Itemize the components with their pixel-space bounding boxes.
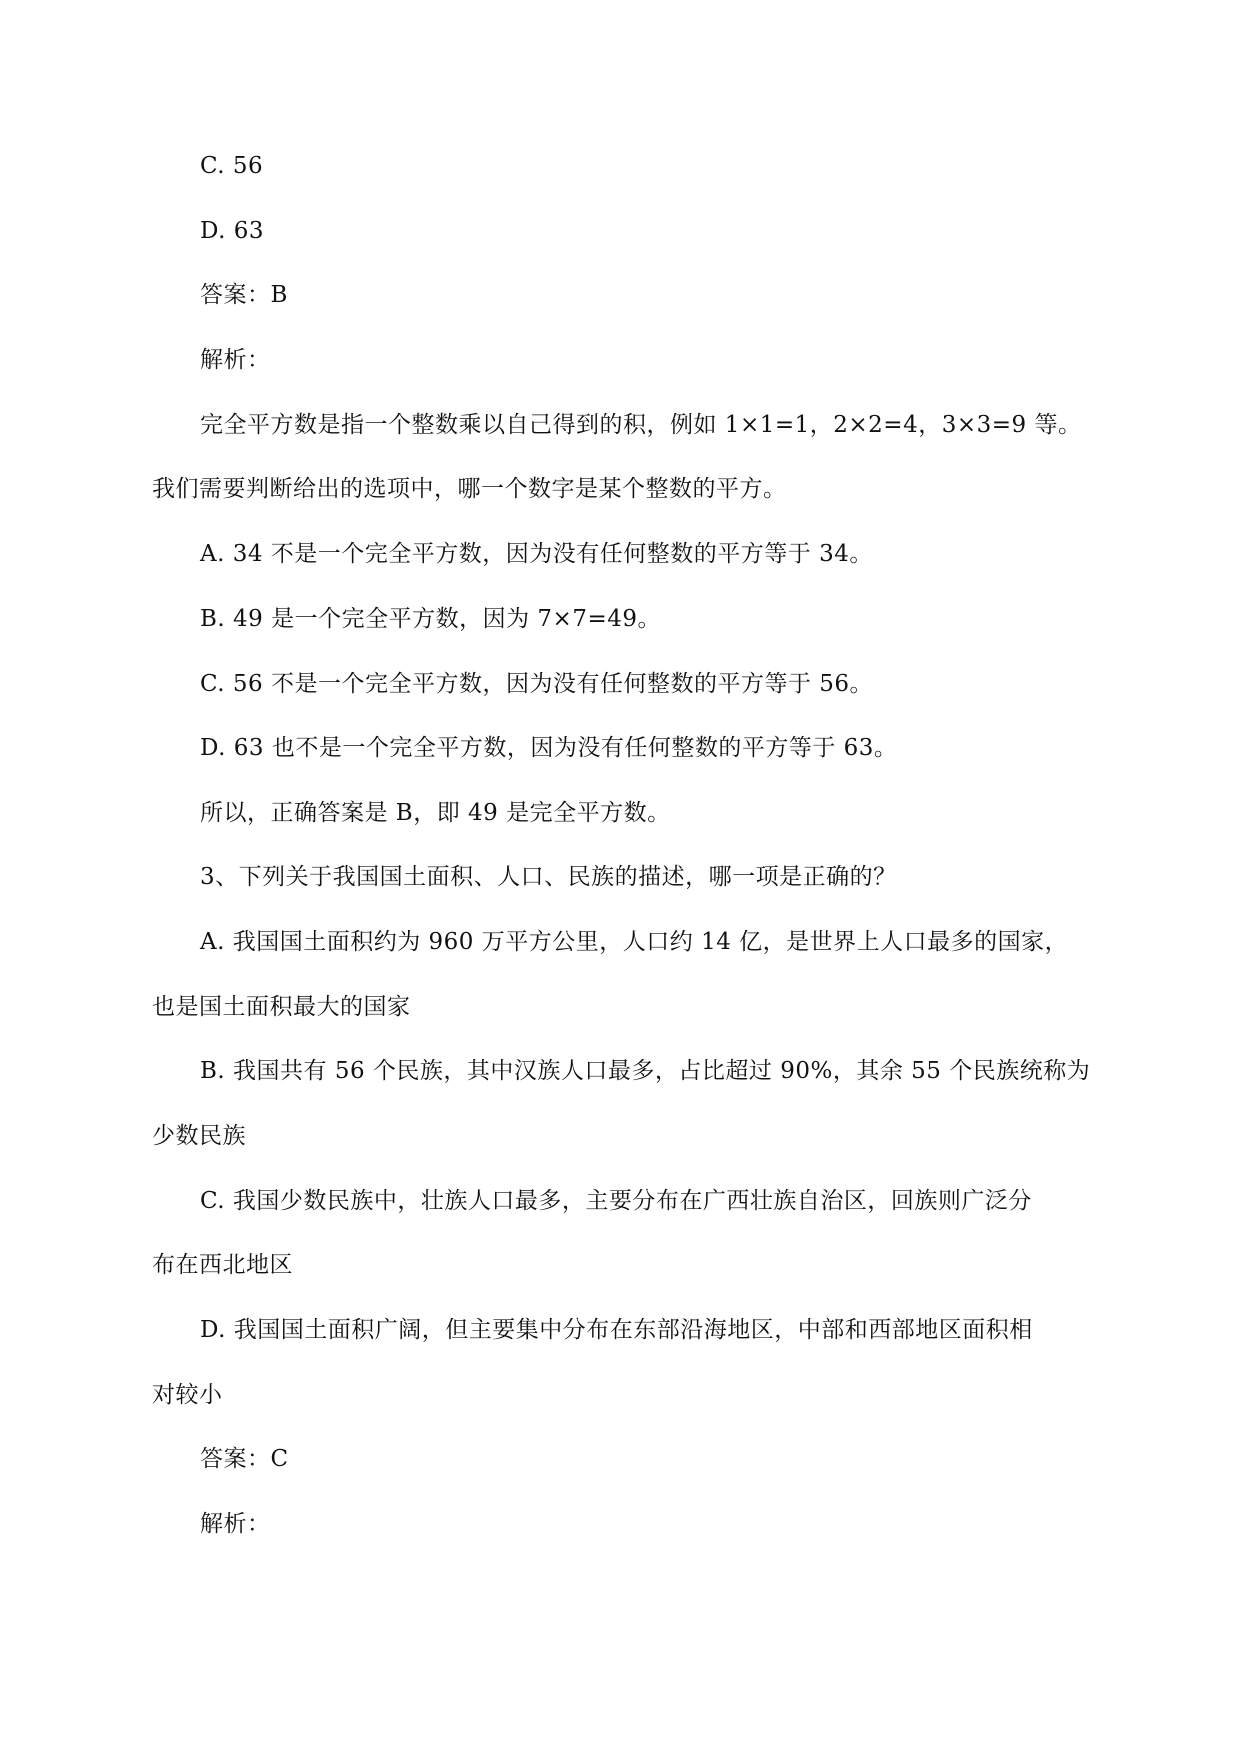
analysis-paragraph-line-1: 完全平方数是指一个整数乘以自己得到的积，例如 1×1=1，2×2=4，3×3=9 等。 bbox=[200, 412, 1082, 438]
question-3-option-c-line-1: C. 我国少数民族中，壮族人口最多，主要分布在广西壮族自治区，回族则广泛分 bbox=[200, 1188, 1032, 1214]
option-c-56: C. 56 bbox=[200, 153, 264, 179]
question-3-option-a-line-2: 也是国土面积最大的国家 bbox=[152, 994, 411, 1020]
analysis-option-d: D. 63 也不是一个完全平方数，因为没有任何整数的平方等于 63。 bbox=[200, 735, 898, 761]
analysis-option-a: A. 34 不是一个完全平方数，因为没有任何整数的平方等于 34。 bbox=[200, 541, 873, 567]
analysis-heading: 解析： bbox=[200, 347, 271, 373]
answer-line: 答案：B bbox=[200, 282, 288, 308]
question-3-option-b-line-1: B. 我国共有 56 个民族，其中汉族人口最多，占比超过 90%，其余 55 个民族统称为 bbox=[200, 1058, 1091, 1084]
question-3-option-c-line-2: 布在西北地区 bbox=[152, 1252, 293, 1278]
analysis-paragraph-line-2: 我们需要判断给出的选项中，哪一个数字是某个整数的平方。 bbox=[152, 476, 787, 502]
question-3-option-a-line-1: A. 我国国土面积约为 960 万平方公里，人口约 14 亿，是世界上人口最多的国家， bbox=[200, 929, 1069, 955]
question-3-option-d-line-2: 对较小 bbox=[152, 1382, 223, 1408]
question-3-option-d-line-1: D. 我国国土面积广阔，但主要集中分布在东部沿海地区，中部和西部地区面积相 bbox=[200, 1317, 1033, 1343]
analysis-option-b: B. 49 是一个完全平方数，因为 7×7=49。 bbox=[200, 606, 661, 632]
question-3-stem: 3、下列关于我国国土面积、人口、民族的描述，哪一项是正确的？ bbox=[200, 864, 897, 890]
question-3-analysis-heading: 解析： bbox=[200, 1511, 271, 1537]
analysis-option-c: C. 56 不是一个完全平方数，因为没有任何整数的平方等于 56。 bbox=[200, 671, 874, 697]
question-3-answer: 答案：C bbox=[200, 1446, 289, 1472]
question-3-option-b-line-2: 少数民族 bbox=[152, 1123, 246, 1149]
option-d-63: D. 63 bbox=[200, 218, 265, 244]
analysis-conclusion: 所以，正确答案是 B，即 49 是完全平方数。 bbox=[200, 800, 671, 826]
